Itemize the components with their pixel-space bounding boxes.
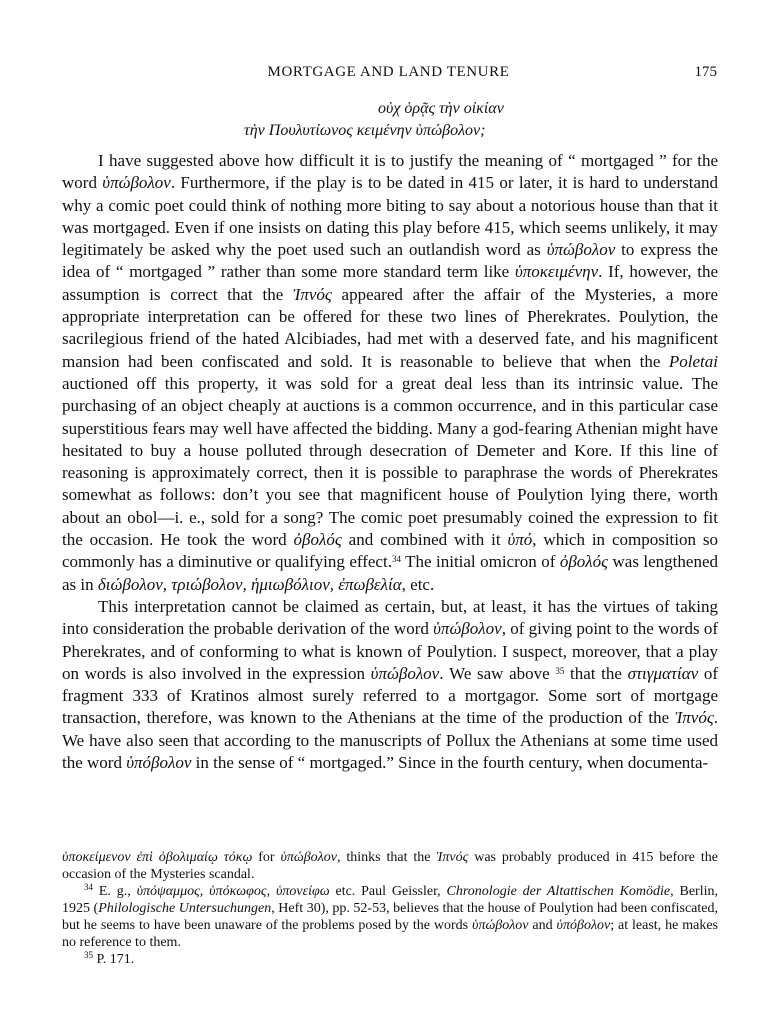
- greek-term: ὑποκειμένην: [514, 262, 599, 282]
- footnote-ref-35[interactable]: 35: [555, 665, 565, 676]
- greek-term: ὀβολός: [293, 530, 342, 550]
- greek-term: στιγματίαν: [627, 663, 699, 683]
- footnotes: [62, 849, 718, 968]
- greek-term: Ἰπνός: [293, 284, 332, 304]
- footnote-number: 35: [84, 950, 93, 960]
- footnote-number: 34: [84, 882, 93, 892]
- italic-term: Poletai: [668, 351, 718, 371]
- body-text: [62, 150, 718, 774]
- greek-term: ὑπώβολον: [370, 663, 440, 683]
- greek-term: ὑπό: [507, 530, 533, 550]
- greek-term: Ἰπνός: [674, 708, 714, 728]
- footnote-ref-34[interactable]: 34: [391, 554, 401, 565]
- footnote-34: $^{34}$ E. g., ὑπόψαμμος, ὑπόκωφος, ὑπονείφω etc. Paul Geissler, Chronologie der Altattischen Komödie, Berlin, 1925 (Philologische Untersuchungen, Heft 30), pp. 52-53, believes that the house of Poulytion had been confiscated, but he seems to have been unaware of the problems posed by the words ὑπώβολον and ὑπόβολον; at least, he makes no reference to them.: [62, 882, 718, 950]
- paragraph-2: This interpretation cannot be claimed as certain, but, at least, it has the virtues of taking into consideration the probable derivation of the word ὑπώβολον, of giving point to the words of Pherekrates, and of conforming to what is known of Poulytion. I suspect, moreover, that a play on words is also involved in the expression ὑπώβολον. We saw above $^{35}$ that the στιγματίαν of fragment 333 of Kratinos almost surely referred to a mortgagor. Some sort of mortgage transaction, therefore, was known to the Athenians at the time of the production of the Ἰπνός. We have also seen that according to the manuscripts of Pollux the Athenians at some time used the word ὑπόβολον in the sense of “ mortgaged.” Since in the fourth century, when documenta-: [62, 596, 718, 773]
- page-header: [60, 62, 717, 84]
- footnote-35: $^{35}$ P. 171.: [84, 950, 135, 967]
- page-number: 175: [694, 64, 717, 80]
- running-title: MORTGAGE AND LAND TENURE: [267, 64, 510, 80]
- verse-line-1: οὐχ ὁρᾷς τὴν οἰκίαν: [378, 100, 504, 117]
- greek-term: ὑπώβολον: [102, 173, 171, 193]
- greek-term: ὀβολός: [559, 552, 609, 572]
- greek-term: ὑπόβολον: [126, 753, 192, 773]
- greek-term: ὑπώβολον: [546, 240, 616, 260]
- verse-line-2: τὴν Πουλυτίωνος κειμένην ὑπώβολον;: [244, 122, 486, 139]
- footnote-continued: ὑποκείμενον ἐπὶ ὀβολιμαίῳ τόκῳ for ὑπώβολον, thinks that the Ἰπνός was probably produced in 415 before the occasion of the Mysteries scandal.: [62, 850, 719, 882]
- greek-term: διώβολον, τριώβολον, ἡμιωβόλιον, ἐπωβελία: [97, 574, 402, 594]
- greek-term: ὑπώβολον: [433, 619, 502, 639]
- paragraph-1: I have suggested above how difficult it is to justify the meaning of “ mortgaged ” for the word ὑπώβολον. Furthermore, if the play is to be dated in 415 or later, it is hard to understand why a comic poet could think of nothing more biting to say about a notorious house than that it was mortgaged. Even if one insists on dating this play before 415, which seems unlikely, it may legitimately be asked why the poet used such an outlandish word as ὑπώβολον to express the idea of “ mortgaged ” rather than some more standard term like ὑποκειμένην. If, however, the assumption is correct that the Ἰπνός appeared after the affair of the Mysteries, a more appropriate interpretation can be offered for these two lines of Pherekrates. Poulytion, the sacrilegious friend of the hated Alcibiades, had met with a deserved fate, and his magnificent mansion had been confiscated and sold. It is reasonable to believe that when the Poletai auctioned off this property, it was sold for a great deal less than its intrinsic value. The purchasing of an object cheaply at auctions is a common occurrence, and in this particular case superstitious fears may well have affected the bidding. Many a god-fearing Athenian might have hesitated to buy a house polluted through desecration of Demeter and Kore. If this line of reasoning is approximately correct, then it is possible to paraphrase the words of Pherekrates somewhat as follows: don’t you see that magnificent house of Poulytion lying there, worth about an obol—i. e., sold for a song? The comic poet presumably coined the expression to fit the occasion. He took the word ὀβολός and combined with it ὑπό, which in composition so commonly has a diminutive or qualifying effect.$^{34}$ The initial omicron of ὀβολός was lengthened as in διώβολον, τριώβολον, ἡμιωβόλιον, ἐπωβελία, etc.: [62, 151, 719, 594]
